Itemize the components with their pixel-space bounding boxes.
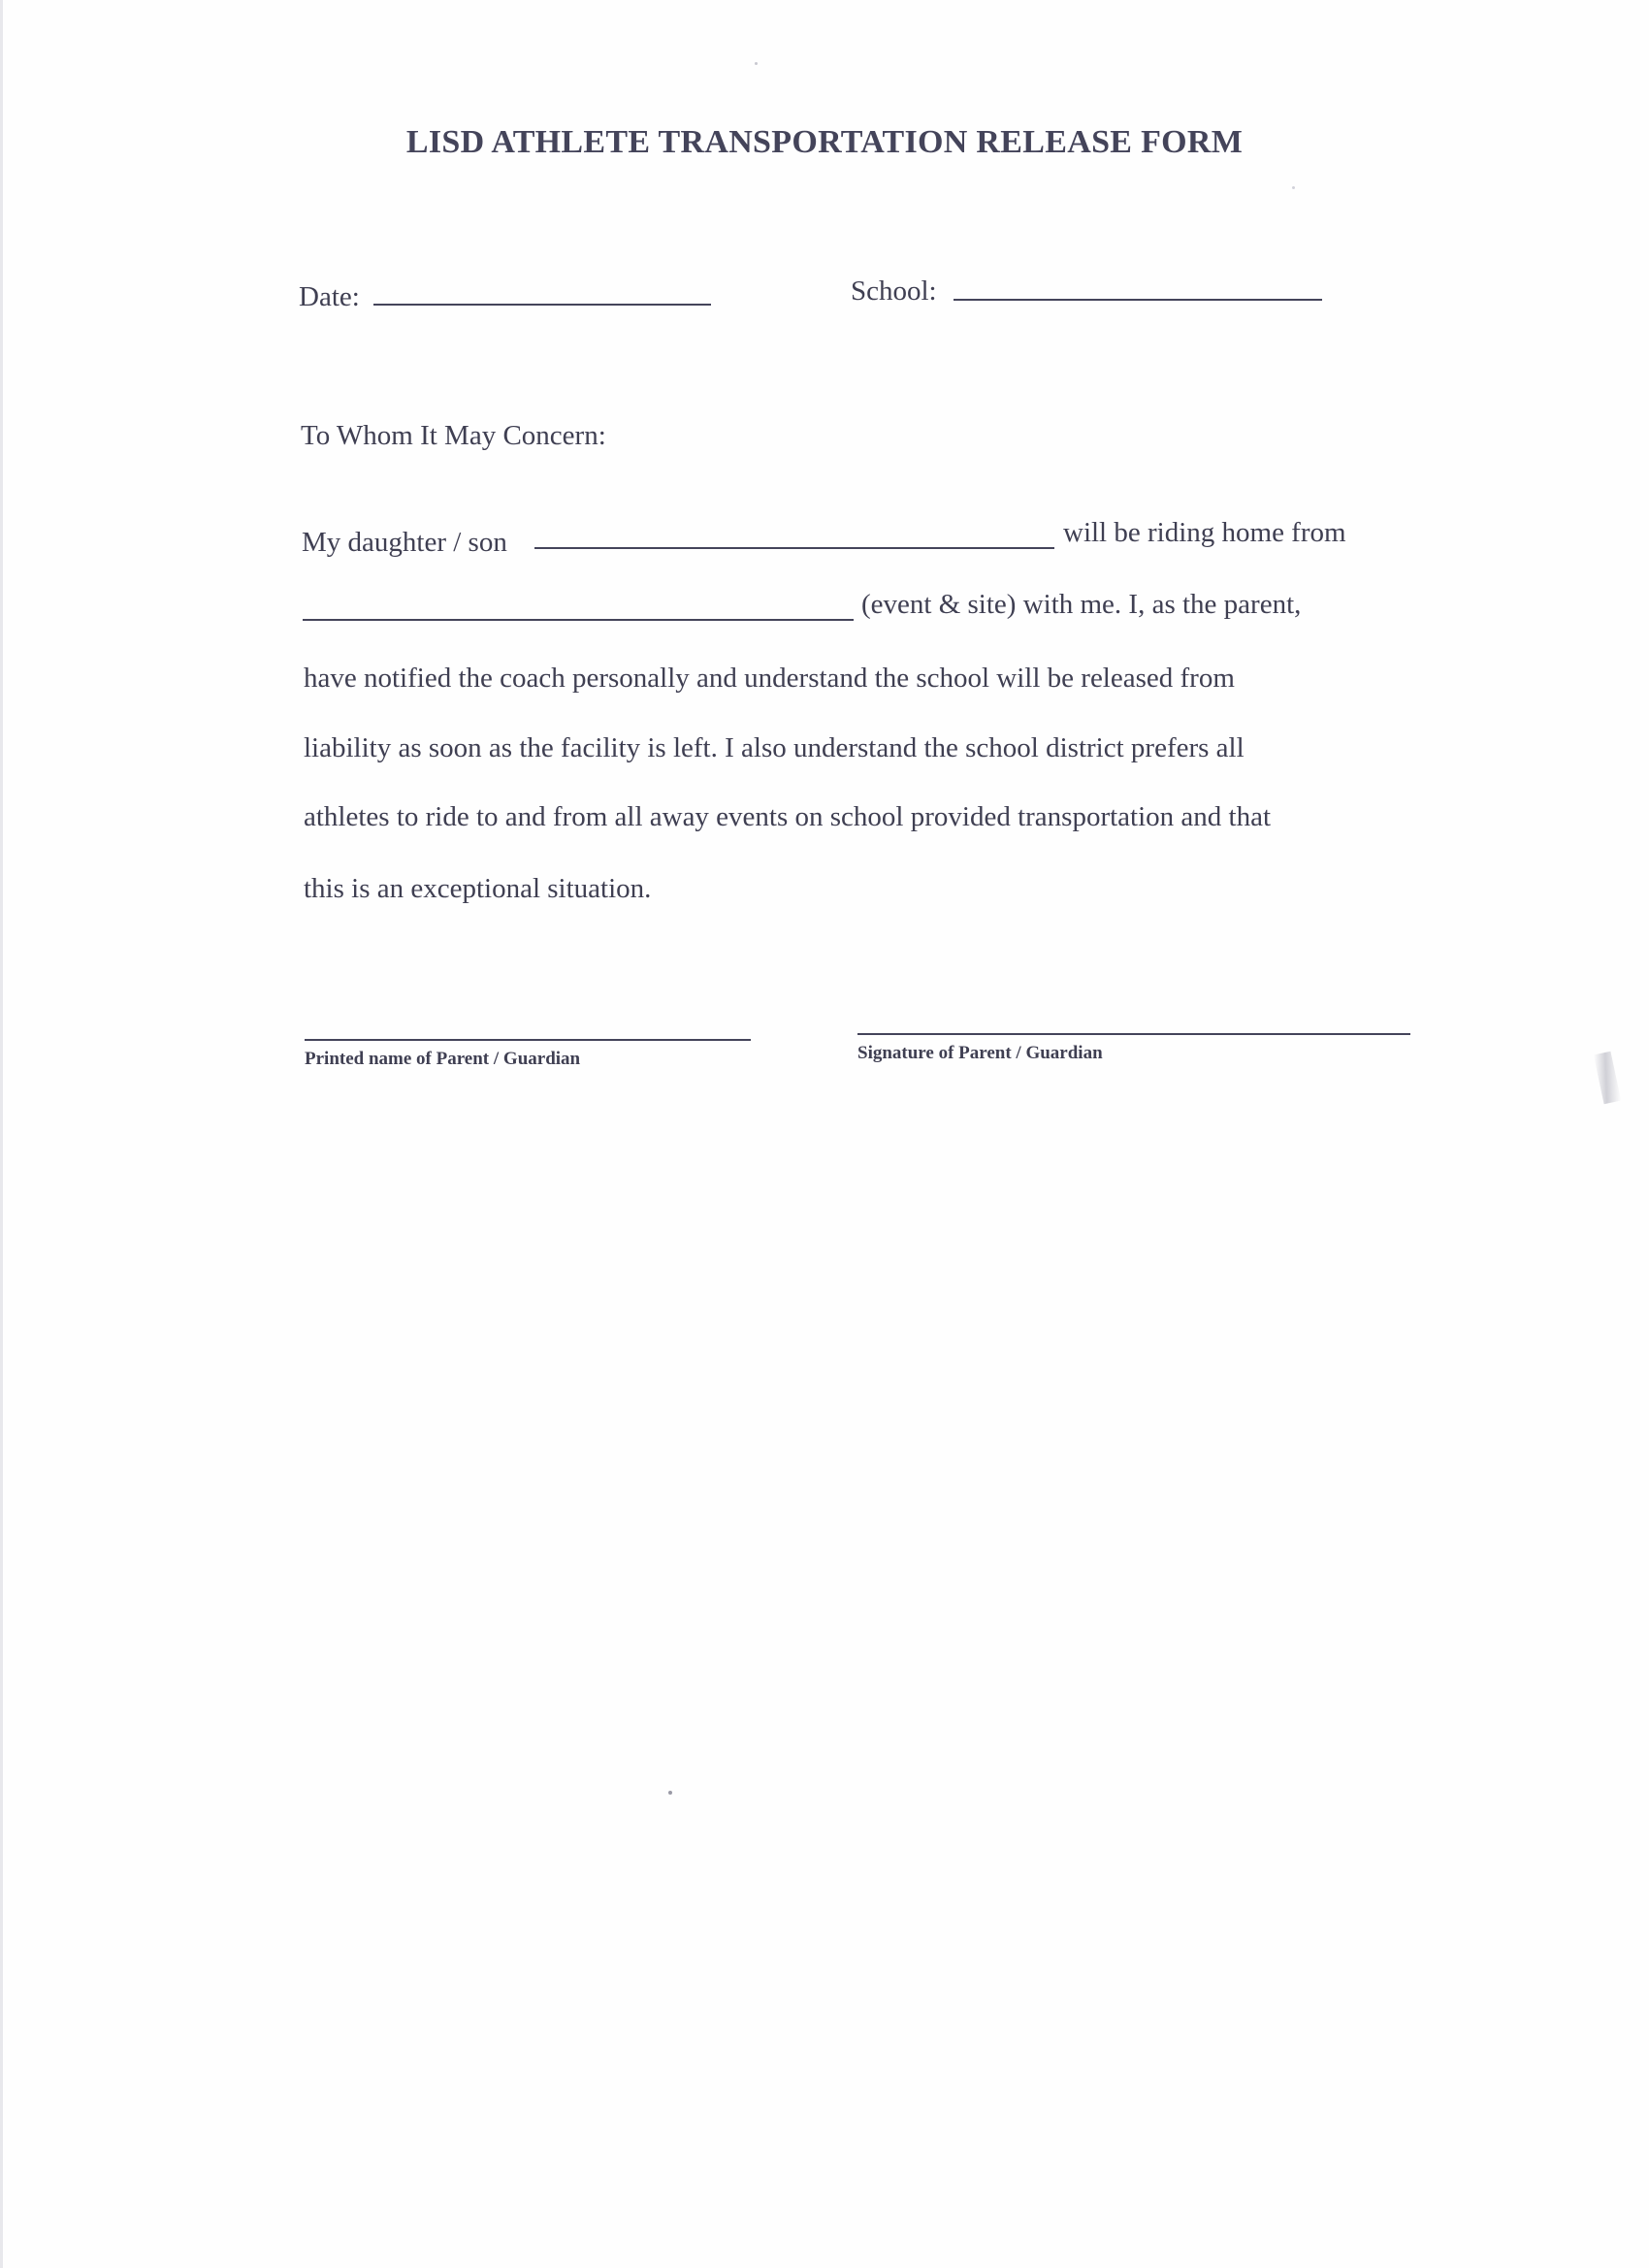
scan-artifact	[1594, 1052, 1621, 1105]
student-name-field-line[interactable]	[534, 547, 1054, 549]
body-line3: have notified the coach personally and understand the school will be released from	[304, 663, 1235, 694]
body-line5: athletes to ride to and from all away events on school provided transportation and that	[304, 801, 1272, 832]
date-label: Date:	[299, 281, 360, 312]
signature-label: Signature of Parent / Guardian	[857, 1043, 1103, 1063]
body-line1-suffix: will be riding home from	[1063, 517, 1346, 548]
form-title: LISD ATHLETE TRANSPORTATION RELEASE FORM	[405, 124, 1244, 160]
signature-field-line[interactable]	[857, 1033, 1410, 1035]
scan-speck	[668, 1791, 672, 1795]
printed-name-label: Printed name of Parent / Guardian	[305, 1049, 581, 1069]
date-field-line[interactable]	[373, 304, 711, 306]
event-site-field-line[interactable]	[303, 619, 854, 621]
salutation: To Whom It May Concern:	[301, 420, 606, 451]
school-field-line[interactable]	[954, 299, 1322, 301]
body-line4: liability as soon as the facility is left. I also understand the school district prefers all	[304, 732, 1245, 763]
scan-edge	[0, 0, 3, 2268]
printed-name-field-line[interactable]	[305, 1039, 751, 1041]
school-label: School:	[851, 275, 937, 307]
body-line2-suffix: (event & site) with me. I, as the parent,	[861, 589, 1302, 620]
body-line1-prefix: My daughter / son	[302, 527, 507, 558]
body-line6: this is an exceptional situation.	[304, 873, 652, 904]
scan-speck	[755, 62, 758, 65]
scan-speck	[1292, 186, 1295, 189]
